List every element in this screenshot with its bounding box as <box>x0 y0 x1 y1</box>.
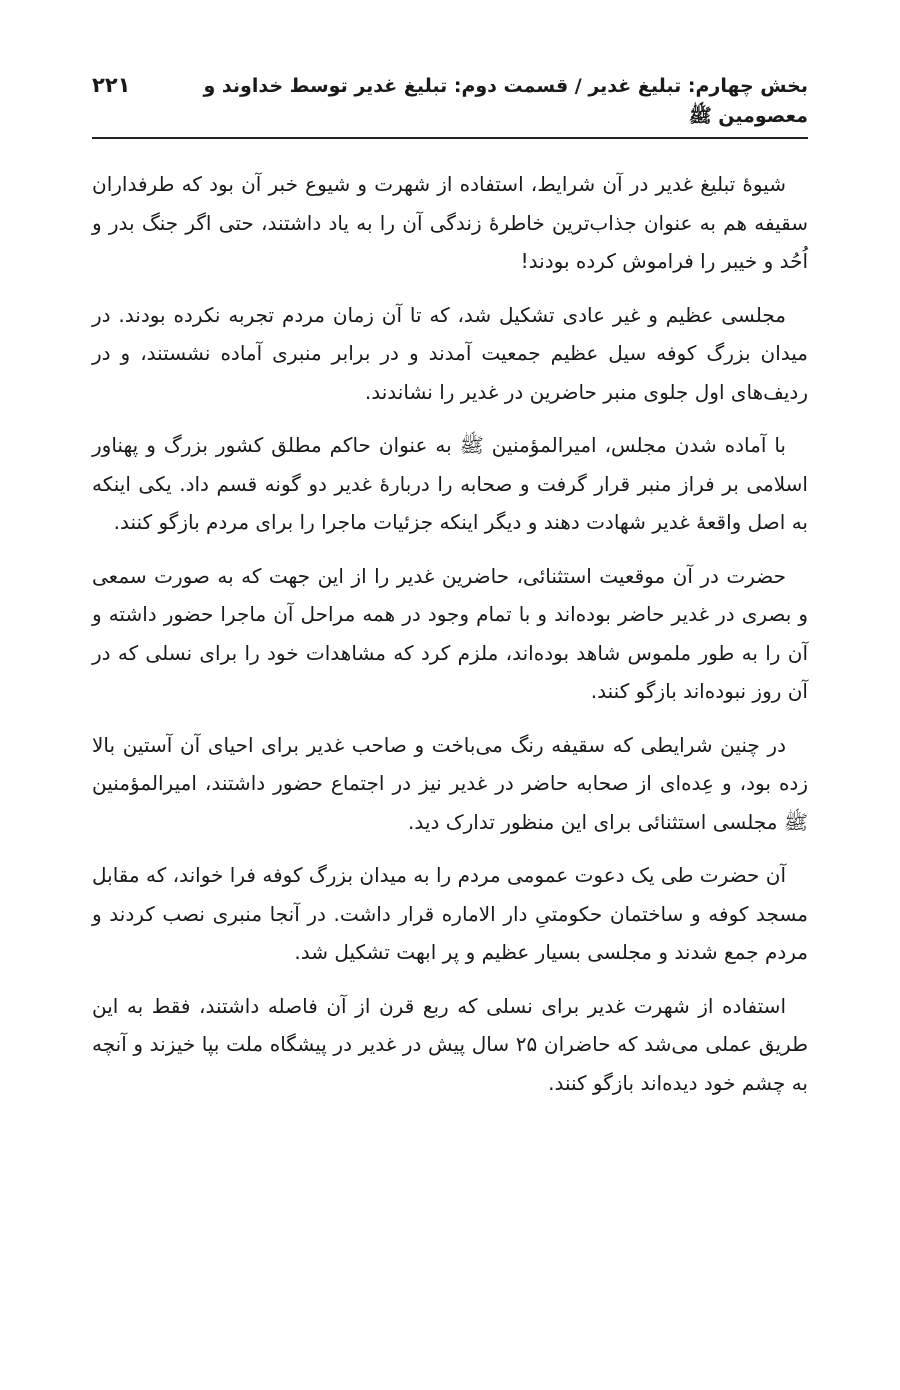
paragraph-6: آن حضرت طی یک دعوت عمومی مردم را به میدان بزرگ کوفه فرا خواند، که مقابل مسجد کوفه و ساختمان حکومتیِ دار الاماره قرار داشت. در آنجا منبری نصب کردند و مردم جمع شدند و مجلسی بسیار عظیم و پر ابهت تشکیل شد. <box>92 863 808 964</box>
book-page <box>92 70 808 1117</box>
paragraph-5: در چنین شرایطی که سقیفه رنگ می‌باخت و صاحب غدیر برای احیای آن آستین بالا زده بود، و عِده‌ای از صحابه حاضر در غدیر نیز در اجتماع حضور داشتند، امیرالمؤمنین ﷺ مجلسی استثنائی برای این منظور تدارک دید. <box>92 732 808 834</box>
body-text <box>92 165 808 1102</box>
running-header <box>92 70 808 139</box>
paragraph-7: استفاده از شهرت غدیر برای نسلی که ربع قرن از آن فاصله داشتند، فقط به این طریق عملی می‌شد که حاضران ۲۵ سال پیش در غدیر در پیشگاه ملت بپا خیزند و آنچه به چشم خود دیده‌اند بازگو کنند. <box>92 993 808 1095</box>
page-number: ۲۲۱ <box>92 73 131 97</box>
paragraph-2: مجلسی عظیم و غیر عادی تشکیل شد، که تا آن زمان مردم تجربه نکرده بودند. در میدان بزرگ کوفه سیل عظیم جمعیت آمدند و در برابر منبری آماده نشستند، و در ردیف‌های اول جلوی منبر حاضرین در غدیر را نشاندند. <box>92 302 808 404</box>
paragraph-1: شیوۀ تبلیغ غدیر در آن شرایط، استفاده از شهرت و شیوع خبر آن بود که طرفداران سقیفه هم به عنوان جذاب‌ترین خاطرۀ زندگی آن را به یاد داشتند، حتی اگر جنگ بدر و اُحُد و خیبر را فراموش کرده بودند! <box>92 172 808 273</box>
paragraph-3: با آماده شدن مجلس، امیرالمؤمنین ﷺ به عنوان حاکم مطلق کشور بزرگ و پهناور اسلامی بر فراز منبر قرار گرفت و صحابه را دربارۀ غدیر دو گونه قسم داد. یکی اینکه به اصل واقعۀ غدیر شهادت دهند و دیگر اینکه جزئیات ماجرا را برای مردم بازگو کنند. <box>92 433 808 534</box>
chapter-title: بخش چهارم: تبلیغ غدیر / قسمت دوم: تبلیغ غدیر توسط خداوند و معصومین ﷺ <box>203 75 808 127</box>
paragraph-4: حضرت در آن موقعیت استثنائی، حاضرین غدیر را از این جهت که به صورت سمعی و بصری در غدیر حاضر بوده‌اند و با تمام وجود در همه مراحل آن ماجرا حضور داشته و آن را به طور ملموس شاهد بوده‌اند، ملزم کرد که مشاهدات خود را برای نسلی که در آن روز نبوده‌اند بازگو کنند. <box>92 563 808 703</box>
